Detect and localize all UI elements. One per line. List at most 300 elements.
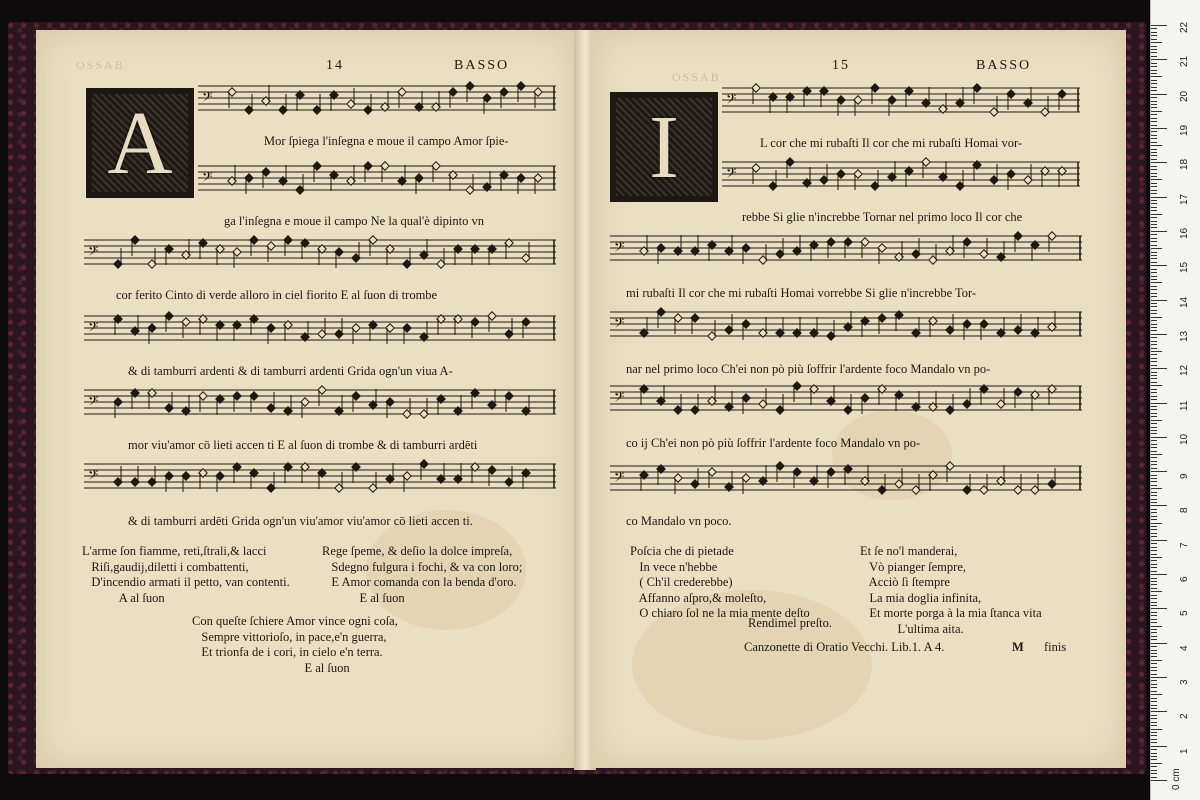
page-number: 14 <box>326 58 344 73</box>
bass-clef: 𝄢 <box>202 89 213 108</box>
ruler-tick <box>1151 777 1157 778</box>
note <box>114 315 122 335</box>
note <box>279 165 287 185</box>
ruler-tick <box>1151 454 1162 455</box>
ruler-tick <box>1151 650 1157 651</box>
note <box>437 395 445 415</box>
ruler-tick <box>1151 166 1157 167</box>
ruler-tick <box>1151 773 1157 774</box>
bleed-through-text: OSSAB <box>76 58 125 72</box>
ruler-tick <box>1151 296 1157 297</box>
ruler-tick <box>1151 598 1157 599</box>
ruler-tick <box>1151 509 1157 510</box>
note <box>810 317 818 337</box>
ruler-tick <box>1151 698 1157 699</box>
ruler-tick <box>1151 224 1157 225</box>
colophon: Canzonette di Oratio Vecchi. Lib.1. A 4. <box>744 640 945 654</box>
note <box>895 391 903 411</box>
ruler-tick <box>1151 94 1167 95</box>
music-staff <box>722 80 1080 120</box>
note <box>1048 385 1056 405</box>
ruler-tick <box>1151 279 1157 280</box>
ruler-tick <box>1151 478 1157 479</box>
ruler-tick <box>1151 622 1157 623</box>
page-number: 15 <box>832 58 850 73</box>
music-staff <box>610 378 1082 418</box>
lyric-line: L cor che mi rubaſti Il cor che mi rubaſti Homai vor- <box>760 136 1023 150</box>
staff-lines <box>610 378 1082 418</box>
ruler-tick <box>1151 403 1167 404</box>
ruler-tick <box>1151 663 1157 664</box>
note <box>888 161 896 181</box>
ruler-tick <box>1151 131 1157 132</box>
note <box>488 389 496 409</box>
ruler-tick <box>1151 152 1157 153</box>
note <box>199 239 207 259</box>
initial-letter: A <box>107 93 173 193</box>
ruler-tick <box>1151 66 1157 67</box>
ruler-tick <box>1151 324 1157 325</box>
verse-stanza-right: Rege ſpeme, & deſio la dolce impreſa, Sdegno fulgura i fochi, & va con loro; E Amor comanda con la benda d'oro. E al ſuon <box>322 544 523 605</box>
note <box>233 463 241 483</box>
ruler-tick <box>1151 526 1157 527</box>
note <box>973 161 981 181</box>
ruler-tick <box>1151 433 1157 434</box>
ruler-tick <box>1151 142 1157 143</box>
lyric-line: cor ferito Cinto di verde alloro in ciel fiorito E al ſuon di trombe <box>116 288 438 302</box>
note <box>284 321 292 341</box>
ruler-tick <box>1151 653 1157 654</box>
ruler-tick <box>1151 464 1157 465</box>
note <box>929 391 937 411</box>
ruler-tick <box>1151 502 1157 503</box>
ruler-tick <box>1151 262 1157 263</box>
ruler-tick <box>1151 550 1157 551</box>
ruler-tick <box>1151 49 1157 50</box>
finis-label: finis <box>1044 640 1067 654</box>
voice-header: BASSO <box>454 58 510 73</box>
note <box>454 245 462 265</box>
ruler-number: 9 <box>1179 473 1190 480</box>
note <box>432 91 440 111</box>
ruler-tick <box>1151 265 1167 266</box>
note <box>335 395 343 415</box>
ruler-tick <box>1151 427 1157 428</box>
ruler-tick <box>1151 461 1157 462</box>
ruler-tick <box>1151 574 1167 575</box>
ruler-tick <box>1151 121 1157 122</box>
note <box>939 161 947 181</box>
staff-lines <box>84 382 556 422</box>
ruler-tick <box>1151 183 1157 184</box>
note <box>369 321 377 341</box>
ruler-tick <box>1151 382 1157 383</box>
note <box>1031 317 1039 337</box>
ruler-tick <box>1151 732 1157 733</box>
ruler-tick <box>1151 437 1167 438</box>
staff-lines <box>84 308 556 348</box>
ruler-tick <box>1151 176 1157 177</box>
music-staff <box>610 228 1082 268</box>
lyric-line: nar nel primo loco Ch'ei non pò più ſoffrir l'ardente foco Mandalo vn po- <box>626 362 991 376</box>
ruler-tick <box>1151 248 1162 249</box>
ruler-tick <box>1151 97 1157 98</box>
ruler-tick <box>1151 708 1157 709</box>
ruler-number: 22 <box>1179 21 1190 33</box>
note <box>861 317 869 337</box>
music-staff <box>198 78 556 118</box>
ruler-tick <box>1151 406 1157 407</box>
ruler-tick <box>1151 646 1157 647</box>
ruler-tick <box>1151 687 1157 688</box>
ruler-tick <box>1151 327 1157 328</box>
ruler-number: 1 <box>1179 748 1190 754</box>
note <box>657 385 665 405</box>
ruler-number: 13 <box>1179 330 1190 342</box>
ruler-tick <box>1151 619 1157 620</box>
ruler-tick <box>1151 581 1157 582</box>
ruler-tick <box>1151 389 1157 390</box>
note <box>296 91 304 111</box>
ruler-tick <box>1151 632 1157 633</box>
ruler-tick <box>1151 375 1157 376</box>
note <box>182 395 190 415</box>
ruler-unit-label: 0 cm <box>1171 768 1182 790</box>
note <box>793 317 801 337</box>
verse-stanza-bottom: Con queſte ſchiere Amor vince ogni coſa, Sempre vittorioſo, in pace,e'n guerra, Et trionfa de i cori, in cielo e'n terra. E al ſuon <box>192 614 398 675</box>
ruler-tick <box>1151 186 1157 187</box>
note <box>708 241 716 261</box>
ruler-tick <box>1151 602 1157 603</box>
ruler-tick <box>1151 739 1157 740</box>
ruler-tick <box>1151 451 1157 452</box>
ruler-tick <box>1151 639 1157 640</box>
ruler-number: 8 <box>1179 507 1190 514</box>
note <box>131 389 139 409</box>
lyric-line: ga l'inſegna e moue il campo Ne la qual'è dipinto vn <box>224 214 484 228</box>
ruler-number: 5 <box>1179 610 1190 617</box>
ruler-tick <box>1151 32 1157 33</box>
note <box>922 87 930 107</box>
bass-clef: 𝄢 <box>88 319 99 338</box>
lyric-line: mi rubaſti Il cor che mi rubaſti Homai vorrebbe Si glie n'increbbe Tor- <box>626 286 977 300</box>
ruler-tick <box>1151 227 1157 228</box>
note <box>454 463 462 483</box>
ruler-tick <box>1151 114 1157 115</box>
ruler-tick <box>1151 519 1157 520</box>
ruler-tick <box>1151 252 1157 253</box>
ruler-tick <box>1151 674 1157 675</box>
ruler-tick <box>1151 416 1157 417</box>
lyric-line: Mor ſpiega l'inſegna e moue il campo Amor ſpie- <box>264 134 509 148</box>
note <box>827 385 835 405</box>
ruler-number: 12 <box>1179 365 1190 377</box>
note <box>810 465 818 485</box>
note <box>318 245 326 265</box>
ruler-number: 4 <box>1179 645 1190 651</box>
bass-clef: 𝄢 <box>202 169 213 188</box>
ruler-tick <box>1151 711 1167 712</box>
ruler-tick <box>1151 145 1162 146</box>
ruler-tick <box>1151 725 1157 726</box>
ruler-tick <box>1151 25 1167 26</box>
ruler-tick <box>1151 76 1162 77</box>
note <box>420 321 428 341</box>
ruler-tick <box>1151 780 1167 781</box>
note <box>640 471 648 491</box>
ruler-tick <box>1151 59 1167 60</box>
ruler-tick <box>1151 523 1162 524</box>
note <box>284 395 292 415</box>
ruler-tick <box>1151 348 1157 349</box>
initial-letter: I <box>649 97 679 197</box>
ruler-tick <box>1151 159 1157 160</box>
note <box>1031 391 1039 411</box>
note <box>912 317 920 337</box>
ruler-tick <box>1151 396 1157 397</box>
ruler-tick <box>1151 320 1157 321</box>
music-staff <box>84 308 556 348</box>
ruler-tick <box>1151 457 1157 458</box>
note <box>471 463 479 483</box>
ruler-tick <box>1151 705 1157 706</box>
note <box>691 235 699 255</box>
ruler-tick <box>1151 272 1157 273</box>
ruler-tick <box>1151 656 1157 657</box>
verse-refrain: Rendimel preſto. <box>748 616 833 630</box>
note <box>228 165 236 185</box>
note <box>997 465 1005 485</box>
ruler-tick <box>1151 193 1157 194</box>
ruler-tick <box>1151 203 1157 204</box>
note <box>199 469 207 489</box>
staff-lines <box>198 158 556 198</box>
note <box>769 93 777 113</box>
note <box>786 93 794 113</box>
ruler-number: 14 <box>1179 296 1190 308</box>
verse-stanza-left: L'arme ſon fiamme, reti,ſtrali,& lacci Riſi,gaudij,diletti i combattenti, D'incendio armati il petto, van contenti. A al ſuon <box>82 544 290 605</box>
ruler-tick <box>1151 289 1157 290</box>
ruler-tick <box>1151 409 1157 410</box>
ruler-tick <box>1151 749 1157 750</box>
ruler-tick <box>1151 447 1157 448</box>
ruler-tick <box>1151 39 1157 40</box>
note <box>1058 167 1066 187</box>
bleed-through-text: OSSAB <box>672 70 721 84</box>
note <box>776 317 784 337</box>
ruler-tick <box>1151 210 1157 211</box>
note <box>318 469 326 489</box>
note <box>803 167 811 187</box>
bass-clef: 𝄢 <box>614 389 625 408</box>
ruler-tick <box>1151 636 1157 637</box>
note <box>301 239 309 259</box>
note <box>657 465 665 485</box>
staff-lines <box>610 228 1082 268</box>
ruler-tick <box>1151 529 1157 530</box>
ruler-tick <box>1151 492 1157 493</box>
note <box>216 321 224 341</box>
note <box>369 389 377 409</box>
ruler-tick <box>1151 481 1157 482</box>
ruler-tick <box>1151 444 1157 445</box>
staff-lines <box>722 154 1080 194</box>
ruler-tick <box>1151 179 1162 180</box>
ruler-tick <box>1151 578 1157 579</box>
ruler-tick <box>1151 626 1162 627</box>
ruler-number: 7 <box>1179 542 1190 548</box>
note <box>793 235 801 255</box>
ruler-tick <box>1151 358 1157 359</box>
note <box>182 239 190 259</box>
note <box>131 315 139 335</box>
note <box>454 395 462 415</box>
ruler-number: 2 <box>1179 713 1190 720</box>
ruler-tick <box>1151 128 1167 129</box>
ruler-tick <box>1151 475 1157 476</box>
note <box>398 165 406 185</box>
ruler-tick <box>1151 221 1157 222</box>
note <box>810 241 818 261</box>
ruler-tick <box>1151 677 1167 678</box>
note <box>522 395 530 415</box>
ruler-tick <box>1151 540 1167 541</box>
ruler-tick <box>1151 286 1157 287</box>
ruler-tick <box>1151 595 1157 596</box>
decorated-initial <box>86 88 194 198</box>
staff-lines <box>84 232 556 272</box>
note <box>759 317 767 337</box>
note <box>844 465 852 485</box>
ruler-tick <box>1151 125 1157 126</box>
note <box>640 317 648 337</box>
lyric-line: co Mandalo vn poco. <box>626 514 732 528</box>
ruler-tick <box>1151 488 1162 489</box>
ruler-tick <box>1151 46 1157 47</box>
ruler-tick <box>1151 80 1157 81</box>
ruler-tick <box>1151 691 1157 692</box>
lyric-line: co ij Ch'ei non pò più ſoffrir l'ardente foco Mandalo vn po- <box>626 436 921 450</box>
ruler-tick <box>1151 372 1157 373</box>
note <box>352 463 360 483</box>
ruler-tick <box>1151 200 1157 201</box>
note <box>1041 167 1049 187</box>
ruler-tick <box>1151 643 1167 644</box>
music-staff <box>84 232 556 272</box>
ruler-tick <box>1151 73 1157 74</box>
ruler-tick <box>1151 238 1157 239</box>
bass-clef: 𝄢 <box>614 469 625 488</box>
note <box>386 463 394 483</box>
ruler-tick <box>1151 190 1157 191</box>
note <box>420 239 428 259</box>
ruler-tick <box>1151 735 1157 736</box>
ruler-tick <box>1151 567 1157 568</box>
ruler-tick <box>1151 612 1157 613</box>
note <box>905 167 913 187</box>
ruler-tick <box>1151 378 1157 379</box>
bass-clef: 𝄢 <box>88 393 99 412</box>
staff-lines <box>610 304 1082 344</box>
note <box>437 315 445 335</box>
ruler-tick <box>1151 63 1157 64</box>
note <box>929 471 937 491</box>
note <box>939 93 947 113</box>
note <box>725 471 733 491</box>
ruler-tick <box>1151 269 1157 270</box>
note <box>500 171 508 191</box>
note <box>708 385 716 405</box>
note <box>956 87 964 107</box>
ruler-tick <box>1151 56 1157 57</box>
ruler-tick <box>1151 392 1157 393</box>
note <box>471 389 479 409</box>
voice-header: BASSO <box>976 58 1032 73</box>
note <box>929 317 937 337</box>
ruler-tick <box>1151 413 1157 414</box>
ruler-tick <box>1151 399 1157 400</box>
note <box>449 171 457 191</box>
ruler-tick <box>1151 667 1157 668</box>
note <box>284 463 292 483</box>
note <box>1024 87 1032 107</box>
ruler-tick <box>1151 591 1162 592</box>
bass-clef: 𝄢 <box>88 243 99 262</box>
ruler-number: 19 <box>1179 124 1190 136</box>
ruler-tick <box>1151 759 1157 760</box>
ruler-tick <box>1151 214 1162 215</box>
note <box>505 239 513 259</box>
ruler-tick <box>1151 162 1167 163</box>
ruler-tick <box>1151 354 1157 355</box>
ruler-tick <box>1151 715 1157 716</box>
ruler-tick <box>1151 420 1162 421</box>
note <box>946 235 954 255</box>
note <box>454 315 462 335</box>
note <box>381 91 389 111</box>
ruler-tick <box>1151 629 1157 630</box>
music-staff-final <box>610 458 1082 498</box>
ruler-tick <box>1151 605 1157 606</box>
ruler-tick <box>1151 231 1167 232</box>
ruler-tick <box>1151 234 1157 235</box>
right-page <box>592 30 1126 768</box>
staff-lines <box>610 458 1082 498</box>
note <box>148 389 156 409</box>
signature-mark: M <box>1012 640 1024 654</box>
music-staff <box>198 158 556 198</box>
ruler-tick <box>1151 111 1162 112</box>
ruler-number: 20 <box>1179 90 1190 102</box>
note <box>895 311 903 331</box>
note <box>861 465 869 485</box>
ruler-tick <box>1151 485 1157 486</box>
ruler-tick <box>1151 334 1167 335</box>
ruler-tick <box>1151 341 1157 342</box>
ruler-tick <box>1151 670 1157 671</box>
left-page <box>36 30 576 768</box>
ruler-tick <box>1151 722 1157 723</box>
ruler-tick <box>1151 729 1162 730</box>
ruler-tick <box>1151 118 1157 119</box>
ruler-tick <box>1151 584 1157 585</box>
note <box>905 87 913 107</box>
ruler-tick <box>1151 344 1157 345</box>
ruler-tick <box>1151 351 1162 352</box>
note <box>1031 241 1039 261</box>
ruler-tick <box>1151 742 1157 743</box>
ruler-tick <box>1151 83 1157 84</box>
